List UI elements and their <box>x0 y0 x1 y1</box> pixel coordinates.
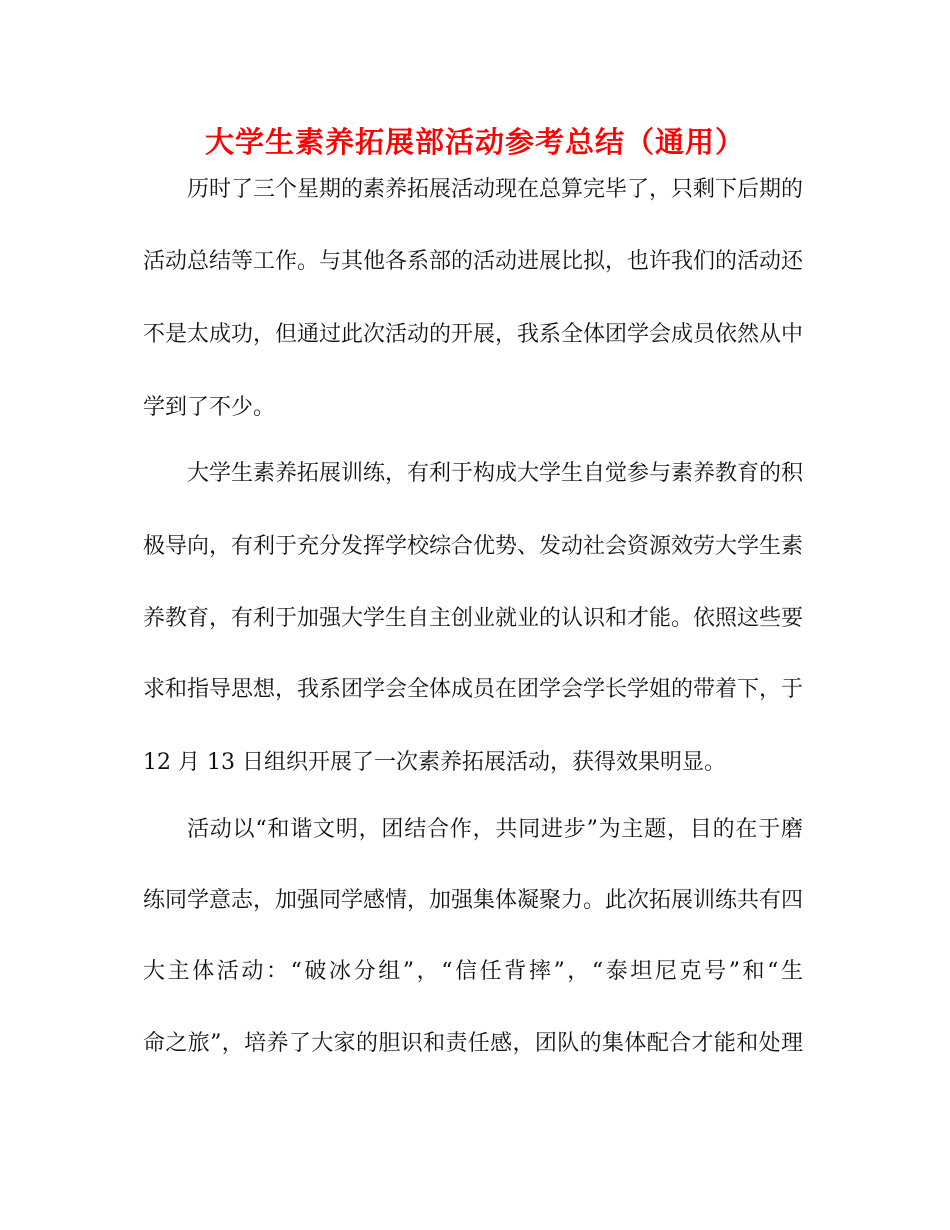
paragraph-1-line-4: 学到了不少。 <box>143 395 276 420</box>
paragraph-3-line-2: 练同学意志，加强同学感情，加强集体凝聚力。此次拓展训练共有四 <box>143 888 804 913</box>
document-title: 大学生素养拓展部活动参考总结（通用） <box>204 125 745 159</box>
paragraph-3-line-3: 大主体活动：“破冰分组”，“信任背摔”，“泰坦尼克号”和“生 <box>143 959 803 984</box>
paragraph-3-line-4: 命之旅”，培养了大家的胆识和责任感，团队的集体配合才能和处理 <box>143 1031 803 1056</box>
paragraph-2-line-1: 大学生素养拓展训练，有利于构成大学生自觉参与素养教育的积 <box>187 461 804 486</box>
paragraph-2-line-2: 极导向，有利于充分发挥学校综合优势、发动社会资源效劳大学生素 <box>143 534 804 559</box>
paragraph-1-line-1: 历时了三个星期的素养拓展活动现在总算完毕了，只剩下后期的 <box>187 177 804 202</box>
paragraph-2-line-5: 12 月 13 日组织开展了一次素养拓展活动，获得效果明显。 <box>143 750 726 775</box>
paragraph-2-line-4: 求和指导思想，我系团学会全体成员在团学会学长学姐的带着下，于 <box>143 677 804 702</box>
paragraph-1-line-2: 活动总结等工作。与其他各系部的活动进展比拟，也许我们的活动还 <box>143 249 804 274</box>
paragraph-1-line-3: 不是太成功，但通过此次活动的开展，我系全体团学会成员依然从中 <box>143 322 804 347</box>
paragraph-3-line-1: 活动以“和谐文明，团结合作，共同进步”为主题，目的在于磨 <box>187 817 803 842</box>
paragraph-2-line-3: 养教育，有利于加强大学生自主创业就业的认识和才能。依照这些要 <box>143 606 804 631</box>
